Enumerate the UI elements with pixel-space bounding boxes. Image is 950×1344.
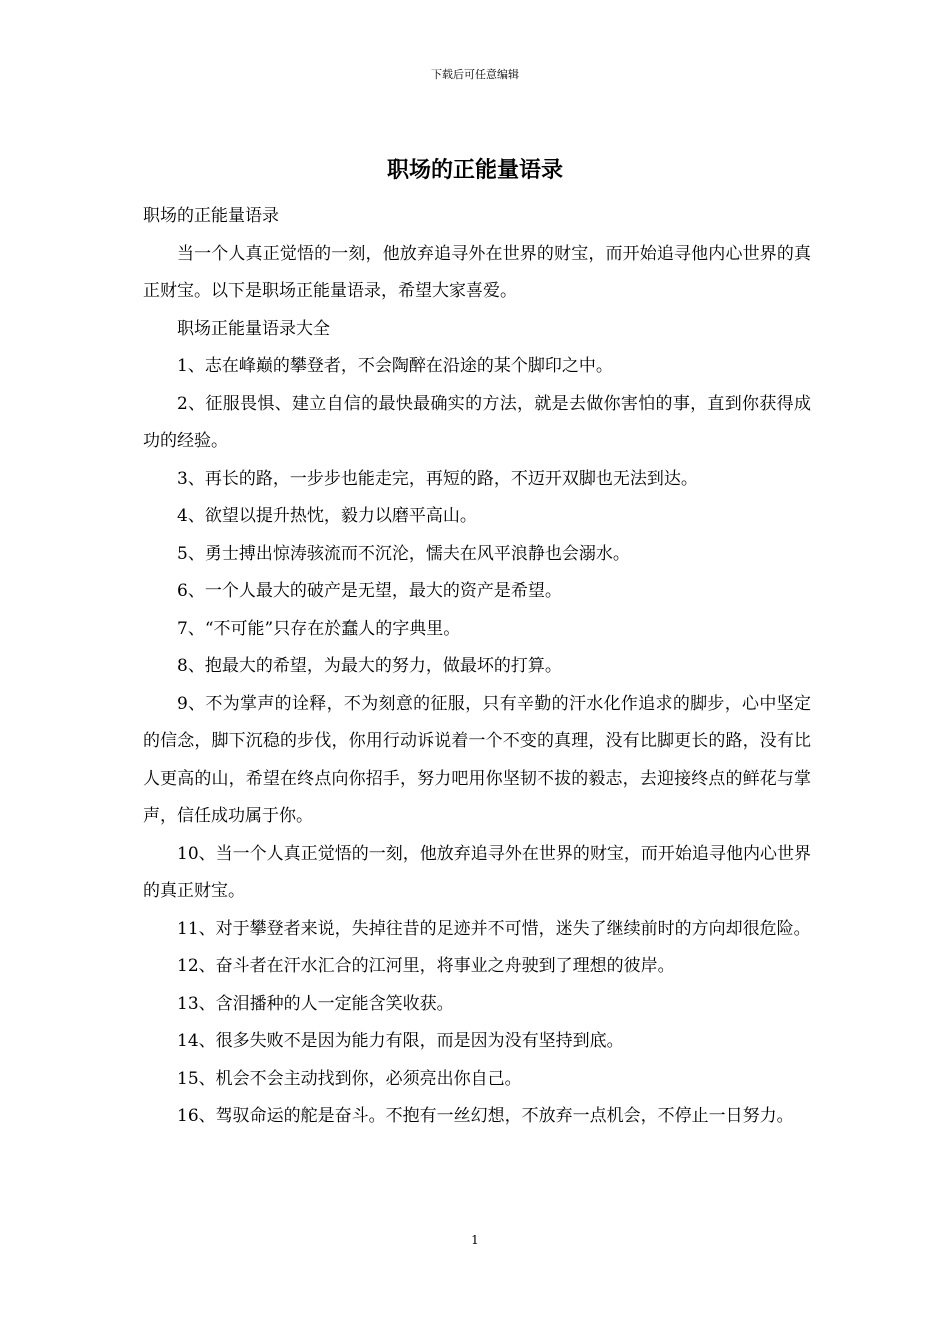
quote-item-9: 9、不为掌声的诠释，不为刻意的征服，只有辛勤的汗水化作追求的脚步，心中坚定的信念，脚下沉稳的步伐，你用行动诉说着一个不变的真理，没有比脚更长的路，没有比人更高的山，希望在终点向你招手，努力吧用你坚韧不拔的毅志，去迎接终点的鲜花与掌声，信任成功属于你。 xyxy=(143,693,811,826)
quote-item-5: 5、勇士搏出惊涛骇流而不沉沦，懦夫在风平浪静也会溺水。 xyxy=(177,543,630,564)
quote-item-8: 8、抱最大的希望，为最大的努力，做最坏的打算。 xyxy=(177,656,562,676)
quote-item-6: 6、一个人最大的破产是无望，最大的资产是希望。 xyxy=(177,581,562,601)
quote-item-1: 1、志在峰巅的攀登者，不会陶醉在沿途的某个脚印之中。 xyxy=(177,356,613,376)
quote-item-14: 14、很多失败不是因为能力有限，而是因为没有坚持到底。 xyxy=(177,1031,624,1051)
quote-item-4: 4、欲望以提升热忱，毅力以磨平高山。 xyxy=(177,506,477,526)
document-body xyxy=(143,198,811,1136)
page-number: 1 xyxy=(471,1233,479,1247)
quote-item-12: 12、奋斗者在汗水汇合的江河里，将事业之舟驶到了理想的彼岸。 xyxy=(177,956,675,976)
document-title: 职场的正能量语录 xyxy=(386,157,563,183)
subtitle-paragraph: 职场的正能量语录 xyxy=(143,206,279,226)
quote-item-7: 7、“不可能”只存在於蠢人的字典里。 xyxy=(177,618,461,639)
quote-item-15: 15、机会不会主动找到你，必须亮出你自己。 xyxy=(177,1068,522,1089)
quote-item-16: 16、驾驭命运的舵是奋斗。不抱有一丝幻想，不放弃一点机会，不停止一日努力。 xyxy=(177,1106,794,1126)
intro-paragraph: 当一个人真正觉悟的一刻，他放弃追寻外在世界的财宝，而开始追寻他内心世界的真正财宝。以下是职场正能量语录，希望大家喜爱。 xyxy=(143,243,811,301)
quote-item-2: 2、征服畏惧、建立自信的最快最确实的方法，就是去做你害怕的事，直到你获得成功的经验。 xyxy=(143,393,811,451)
quote-item-13: 13、含泪播种的人一定能含笑收获。 xyxy=(177,993,454,1014)
quote-item-11: 11、对于攀登者来说，失掉往昔的足迹并不可惜，迷失了继续前时的方向却很危险。 xyxy=(177,918,811,939)
section-heading: 职场正能量语录大全 xyxy=(177,318,330,339)
page-header-note: 下载后可任意编辑 xyxy=(431,68,519,81)
quote-item-10: 10、当一个人真正觉悟的一刻，他放弃追寻外在世界的财宝，而开始追寻他内心世界的真正财宝。 xyxy=(143,843,811,901)
quote-item-3: 3、再长的路，一步步也能走完，再短的路，不迈开双脚也无法到达。 xyxy=(177,468,698,489)
